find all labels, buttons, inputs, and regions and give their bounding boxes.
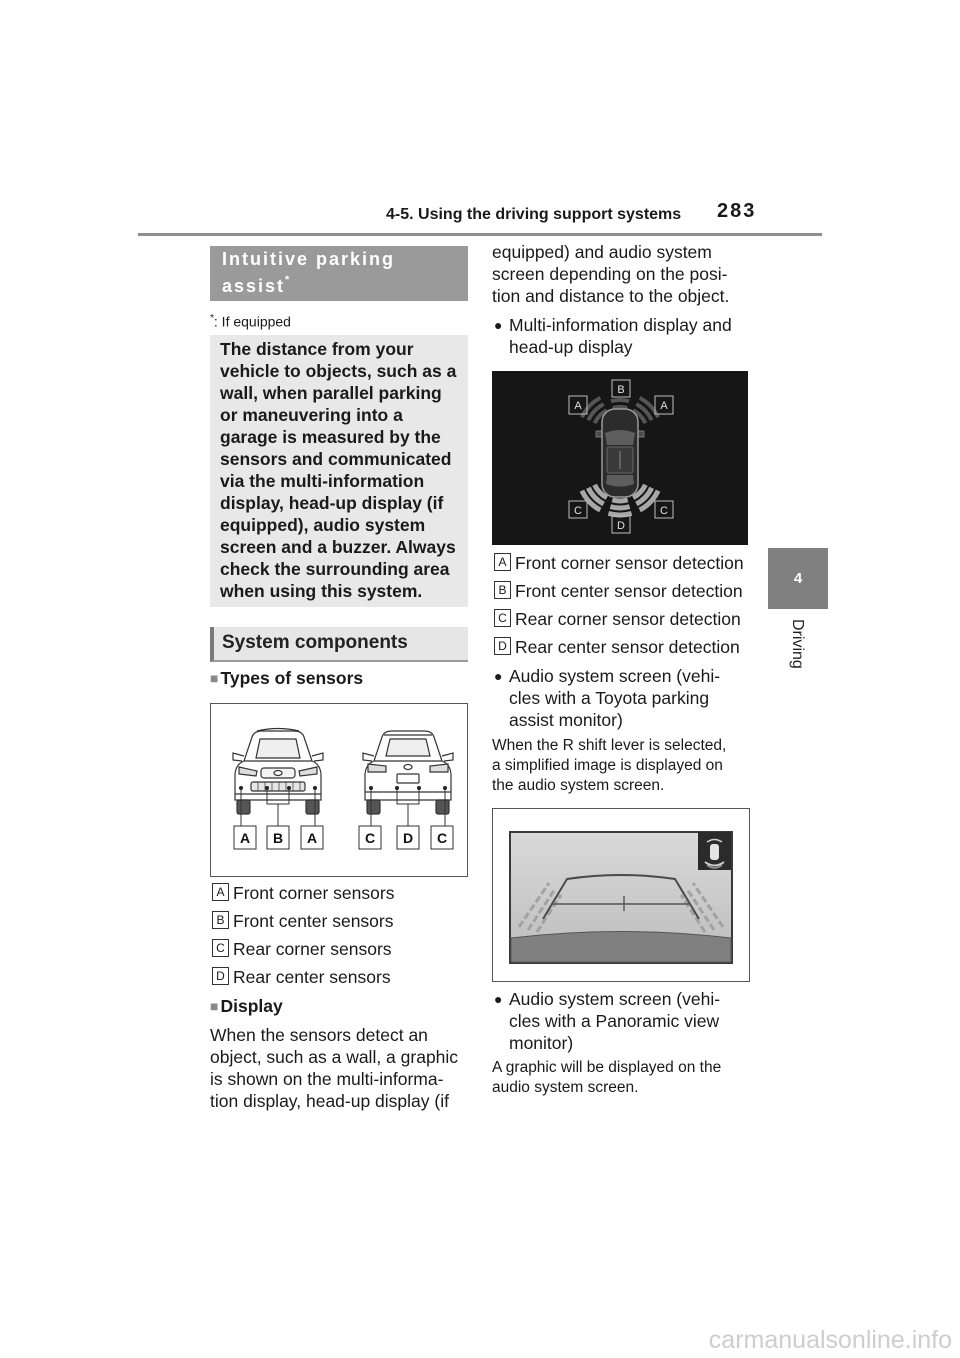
footnote-text: : If equipped <box>213 313 291 330</box>
section-title-box <box>210 246 468 301</box>
rear-bumper-area <box>511 932 731 963</box>
sensor-label: A <box>239 830 251 846</box>
front-left-wheel <box>237 800 250 814</box>
list-item <box>494 577 744 605</box>
display-label: C <box>660 505 668 517</box>
bullet-multi-information-display <box>494 314 732 358</box>
parking-sensor-display-illustration <box>492 371 748 545</box>
rear-license-plate <box>397 774 419 783</box>
bullet-line: monitor) <box>509 1033 574 1053</box>
vehicle-top-view <box>596 409 644 497</box>
sensor-types-figure <box>210 703 468 877</box>
bullet-line: cles with a Panoramic view <box>509 1011 720 1031</box>
display-paragraph-continued <box>492 241 729 307</box>
square-bullet-icon: ■ <box>210 998 219 1014</box>
sonar-car-icon <box>710 844 719 860</box>
bullet-line: Audio system screen (vehi- <box>509 989 721 1009</box>
summary-line: screen and a buzzer. Always <box>220 537 456 557</box>
detection-list <box>494 549 744 661</box>
rear-logo <box>404 765 412 770</box>
bullet-icon: ● <box>494 668 503 684</box>
front-center-sensor-left <box>265 786 269 790</box>
list-item-text: Rear corner sensors <box>233 939 392 959</box>
section-title-text: assist <box>222 276 286 296</box>
rear-corner-sensor-left <box>369 786 373 790</box>
chapter-title: Driving <box>789 619 806 669</box>
summary-line: check the surrounding area <box>220 559 450 579</box>
footnote <box>210 313 291 330</box>
list-item-text: Rear corner sensor detection <box>515 609 741 629</box>
paragraph-line: equipped) and audio system <box>492 242 712 262</box>
bullet-line: head-up display <box>509 337 633 357</box>
rear-car-illustration <box>363 731 453 814</box>
sensor-label: C <box>364 830 376 846</box>
letter-badge: B <box>212 911 229 929</box>
front-logo <box>274 771 282 776</box>
list-item <box>494 605 744 633</box>
front-center-arc <box>611 400 629 401</box>
summary-line: when using this system. <box>220 581 423 601</box>
note-line: When the R shift lever is selected, <box>492 737 727 754</box>
list-item-text: Front center sensor detection <box>515 581 743 601</box>
paragraph-line: When the sensors detect an <box>210 1025 428 1045</box>
display-label: A <box>660 400 668 412</box>
sonar-indicator-icon <box>698 832 731 870</box>
front-car-illustration <box>233 729 323 815</box>
chapter-tab <box>768 548 828 609</box>
letter-badge: A <box>494 553 511 571</box>
front-right-wheel <box>306 800 319 814</box>
list-item-text: Front corner sensors <box>233 883 395 903</box>
display-label: A <box>574 400 582 412</box>
rear-left-mirror <box>363 753 374 761</box>
display-paragraph <box>210 1024 458 1112</box>
front-windshield <box>256 739 300 758</box>
vehicle-mirror-right <box>638 431 644 437</box>
paragraph-line: screen depending on the posi- <box>492 264 728 284</box>
audio-system-screen-figure <box>492 808 750 982</box>
types-of-sensors-heading <box>210 667 363 690</box>
list-item <box>212 935 394 963</box>
front-center-sensor-right <box>287 786 291 790</box>
section-title-line: Intuitive parking <box>222 249 396 269</box>
note-line: the audio system screen. <box>492 777 665 794</box>
header-section-title: 4-5. Using the driving support systems <box>386 206 682 223</box>
summary-line: display, head-up display (if <box>220 493 444 513</box>
list-item <box>212 907 394 935</box>
vehicle-windshield <box>605 430 635 445</box>
rear-right-wheel <box>436 800 449 814</box>
bullet-line: cles with a Toyota parking <box>509 688 710 708</box>
summary-line: or maneuvering into a <box>220 405 403 425</box>
rear-window <box>386 739 430 756</box>
chapter-number: 4 <box>793 570 803 587</box>
note-line: audio system screen. <box>492 1079 639 1096</box>
bullet-line: Audio system screen (vehi- <box>509 666 721 686</box>
front-center-arc <box>613 407 627 408</box>
header-rule <box>138 233 822 236</box>
sensor-label: D <box>402 830 414 846</box>
summary-line: via the multi-information <box>220 471 425 491</box>
note-line: A graphic will be displayed on the <box>492 1059 722 1076</box>
letter-badge: D <box>212 967 229 985</box>
footnote-asterisk: * <box>210 313 214 324</box>
multi-information-display-figure <box>492 371 748 545</box>
vehicle-mirror-left <box>596 431 602 437</box>
rear-left-taillight <box>368 764 386 772</box>
rear-left-wheel <box>367 800 380 814</box>
bullet-icon: ● <box>494 317 503 333</box>
front-left-mirror <box>233 753 244 761</box>
summary-line: wall, when parallel parking <box>220 383 442 403</box>
display-label: C <box>574 505 582 517</box>
system-components-heading: System components <box>210 627 468 662</box>
sensor-label-boxes <box>234 826 453 849</box>
display-heading-text: Display <box>220 996 283 1016</box>
bullet-line: Multi-information display and <box>509 315 732 335</box>
display-heading <box>210 995 283 1018</box>
paragraph-line: tion and distance to the object. <box>492 286 730 306</box>
list-item <box>212 963 394 991</box>
letter-badge: B <box>494 581 511 599</box>
rear-right-taillight <box>430 764 448 772</box>
sensor-label: C <box>436 830 448 846</box>
rear-camera-view-illustration <box>493 809 749 981</box>
list-item-text: Rear center sensors <box>233 967 391 987</box>
rear-center-arc <box>610 507 629 508</box>
front-corner-sensor-right <box>313 786 317 790</box>
footnote-asterisk: * <box>285 274 290 286</box>
summary-line: The distance from your <box>220 339 414 359</box>
paragraph-line: is shown on the multi-informa- <box>210 1069 444 1089</box>
bullet-icon: ● <box>494 991 503 1007</box>
list-item-text: Front corner sensor detection <box>515 553 744 573</box>
watermark: carmanualsonline.info <box>708 1326 952 1354</box>
note-toyota <box>492 736 726 796</box>
summary-line: sensors and communicated <box>220 449 452 469</box>
list-item <box>494 549 744 577</box>
section-title-line <box>222 271 468 298</box>
letter-badge: D <box>494 637 511 655</box>
front-lower-grille <box>251 782 305 791</box>
summary-line: equipped), audio system <box>220 515 426 535</box>
sensor-list <box>212 879 394 991</box>
note-panoramic <box>492 1058 721 1098</box>
bullet-panoramic-view-monitor <box>494 988 721 1054</box>
list-item <box>212 879 394 907</box>
note-line: a simplified image is displayed on <box>492 757 723 774</box>
list-item-text: Rear center sensor detection <box>515 637 740 657</box>
list-item <box>494 633 744 661</box>
summary-line: garage is measured by the <box>220 427 441 447</box>
letter-badge: C <box>212 939 229 957</box>
rear-corner-sensor-right <box>443 786 447 790</box>
rear-center-sensor-left <box>395 786 399 790</box>
paragraph-line: object, such as a wall, a graphic <box>210 1047 459 1067</box>
page-number: 283 <box>717 200 757 222</box>
display-label: B <box>617 384 625 396</box>
display-label: D <box>617 520 625 532</box>
letter-badge: C <box>494 609 511 627</box>
rear-center-sensor-right <box>417 786 421 790</box>
letter-badge: A <box>212 883 229 901</box>
vehicle-rear-window <box>606 475 634 487</box>
sensor-types-illustration <box>211 704 467 876</box>
list-item-text: Front center sensors <box>233 911 394 931</box>
rear-right-mirror <box>442 753 453 761</box>
sensor-label: A <box>306 830 318 846</box>
front-right-mirror <box>312 753 323 761</box>
rear-center-arc <box>612 500 627 501</box>
summary-line: vehicle to objects, such as a <box>220 361 457 381</box>
bullet-toyota-parking-assist-monitor <box>494 665 721 731</box>
bullet-line: assist monitor) <box>509 710 623 730</box>
sensor-label: B <box>272 830 284 846</box>
rear-center-arc <box>608 513 631 515</box>
front-corner-sensor-left <box>239 786 243 790</box>
summary-box <box>210 335 468 607</box>
paragraph-line: tion display, head-up display (if <box>210 1091 449 1111</box>
square-bullet-icon: ■ <box>210 670 219 686</box>
types-of-sensors-text: Types of sensors <box>220 668 364 688</box>
